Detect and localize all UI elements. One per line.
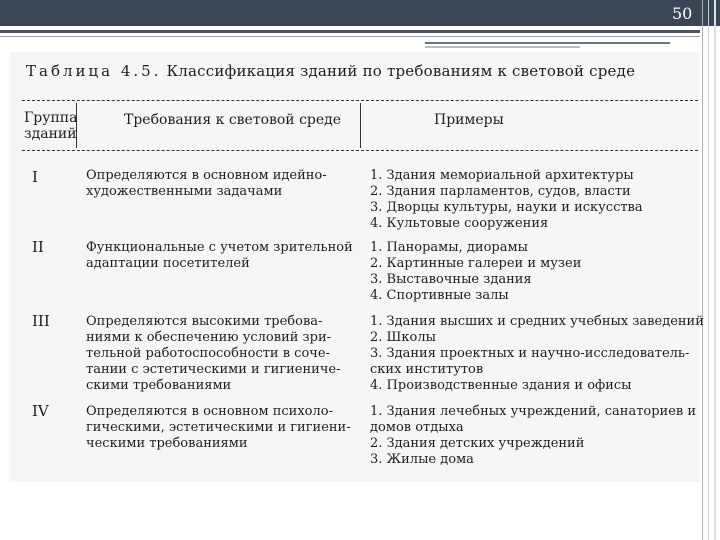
header-requirements: Требования к световой среде: [124, 112, 342, 128]
slide-header-bar: [0, 0, 720, 26]
group-number: III: [32, 312, 50, 330]
group-number: II: [32, 238, 44, 256]
table-caption: Классификация зданий по требованиям к световой среде: [166, 62, 636, 80]
decor-line: [702, 0, 703, 540]
header-rule: [0, 36, 700, 37]
table-header-bottom-rule: [22, 150, 698, 151]
requirements-cell: Функциональные с учетом зрительной адаптации посетителей: [86, 240, 353, 271]
examples-cell: 1. Панорамы, диорамы 2. Картинные галереи и музеи 3. Выставочные здания 4. Спортивные залы: [370, 240, 582, 303]
slide-number: 50: [672, 4, 693, 23]
requirements-cell: Определяются в основном психоло- гическими, эстетическими и гигиени- ческими требованиями: [86, 404, 351, 451]
header-rule: [425, 42, 670, 44]
group-number: IV: [32, 402, 49, 420]
column-divider: [360, 103, 361, 148]
decor-line: [708, 0, 709, 540]
table-top-rule: [22, 100, 698, 101]
header-rule: [425, 46, 580, 48]
group-number: I: [32, 168, 38, 186]
requirements-cell: Определяются в основном идейно- художественными задачами: [86, 168, 327, 199]
header-examples: Примеры: [434, 112, 504, 128]
requirements-cell: Определяются высокими требова- ниями к обеспечению условий зри- тельной работоспособности в соче- тании с эстетическими и гигиениче- скими требованиями: [86, 314, 341, 393]
examples-cell: 1. Здания лечебных учреждений, санаториев и домов отдыха 2. Здания детских учреждений 3. Жилые дома: [370, 404, 697, 467]
decor-line: [714, 0, 716, 540]
table-title: [26, 62, 635, 80]
header-rule: [0, 30, 700, 33]
examples-cell: 1. Здания высших и средних учебных заведений 2. Школы 3. Здания проектных и научно-исследователь- ских институтов 4. Производственные здания и офисы: [370, 314, 704, 393]
header-group: Группа зданий: [24, 110, 78, 142]
table-label: Таблица 4.5.: [26, 62, 162, 80]
examples-cell: 1. Здания мемориальной архитектуры 2. Здания парламентов, судов, власти 3. Дворцы культуры, науки и искусства 4. Культовые сооружения: [370, 168, 643, 231]
